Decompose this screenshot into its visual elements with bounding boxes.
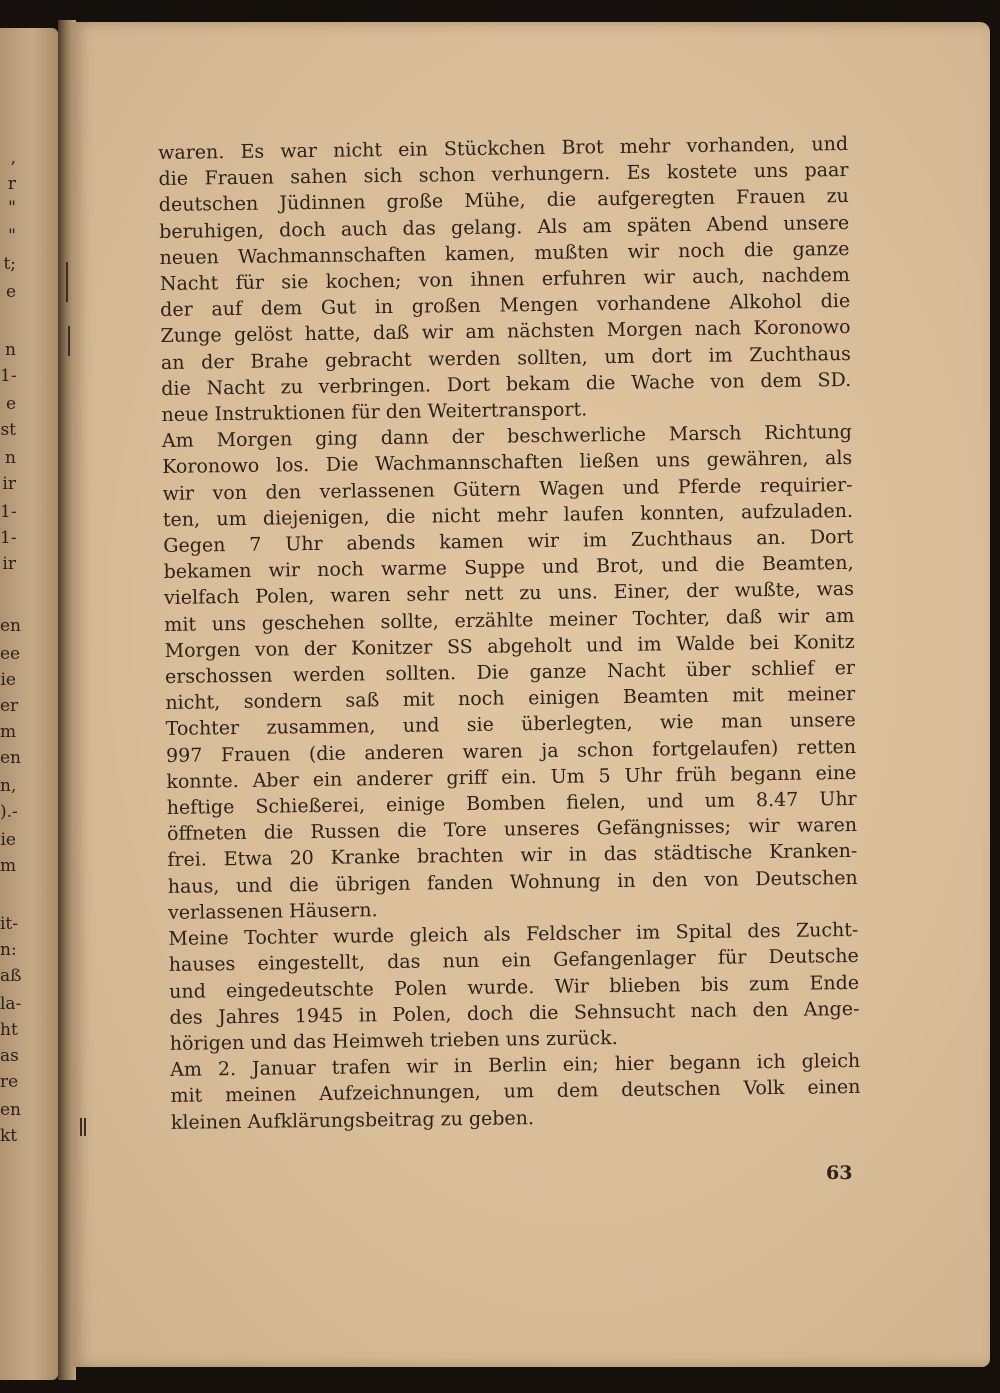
left-page-fragment: t;: [3, 254, 16, 274]
text-line: Am Morgen ging dann der beschwerliche Marsch Richtung: [161, 421, 853, 453]
text-line: 997 Frauen (die anderen waren ja schon fortgelaufen) retten: [165, 735, 857, 767]
text-line: Am 2. Januar trafen wir in Berlin ein; hier begann ich gleich: [170, 1049, 861, 1082]
gutter-mark: [66, 262, 68, 302]
text-line: hörigen und das Heimweh trieben uns zurück.: [169, 1026, 618, 1055]
text-line: Tochter zusammen, und sie überlegten, wie man unsere: [165, 709, 856, 741]
text-line: hauses eingestellt, das nun ein Gefangenlager für Deutsche: [168, 945, 859, 977]
text-line: der auf dem Gut in großen Mengen vorhandene Alkohol die: [160, 290, 851, 322]
text-line: wir von den verlassenen Gütern Wagen und Pferde requirier-: [162, 473, 853, 505]
gutter-mark: [80, 1118, 82, 1136]
left-page-fragment: e: [5, 394, 16, 414]
text-line: Nacht für sie kochen; von ihnen erfuhren wir auch, nachdem: [159, 263, 850, 296]
text-line: heftige Schießerei, einige Bomben fielen, und um 8.47 Uhr: [166, 787, 857, 820]
left-page-fragment: ).-: [0, 802, 18, 822]
left-page-fragment: ": [8, 198, 16, 218]
left-page-fragment: m: [0, 722, 17, 742]
text-line: neuen Wachmannschaften kamen, mußten wir noch die ganze: [159, 237, 850, 269]
left-page-fragment: la-: [0, 994, 22, 1014]
text-line: erschossen werden sollten. Die ganze Nacht über schlief er: [164, 656, 856, 689]
left-page-fragment: ee: [0, 644, 21, 664]
text-line: bekamen wir noch warme Suppe und Brot, und die Beamten,: [163, 552, 854, 584]
left-page-fragment: m: [0, 856, 17, 876]
text-line: vielfach Polen, waren sehr nett zu uns. Einer, der wußte, was: [163, 578, 855, 610]
text-line: Meine Tochter wurde gleich als Feldscher im Spital des Zucht-: [168, 918, 859, 951]
left-page-fragment: n: [5, 340, 16, 360]
left-page-fragment: n,: [0, 776, 17, 796]
text-line: waren. Es war nicht ein Stückchen Brot mehr vorhanden, und: [158, 132, 849, 164]
left-page-fragment: aß: [0, 966, 22, 986]
text-line: mit meinen Aufzeichnungen, um dem deutschen Volk einen: [170, 1076, 861, 1108]
text-line: und eingedeutschte Polen wurde. Wir blieben bis zum Ende: [169, 971, 860, 1003]
text-line: Zunge gelöst hatte, daß wir am nächsten Morgen nach Koronowo: [160, 316, 851, 348]
left-page-fragment: er: [0, 696, 19, 716]
left-page-edge: [0, 28, 58, 1380]
text-line: ten, um diejenigen, die nicht mehr laufen konnten, aufzuladen.: [162, 499, 854, 531]
text-line: des Jahres 1945 in Polen, doch die Sehnsucht nach den Ange-: [169, 997, 860, 1029]
left-page-fragment: ,: [10, 148, 16, 168]
text-line: konnte. Aber ein anderer griff ein. Um 5 Uhr früh begann eine: [166, 761, 857, 793]
text-line: Koronowo los. Die Wachmannschaften ließen uns gewähren, als: [162, 447, 853, 479]
text-line: beruhigen, doch auch das gelang. Als am späten Abend unsere: [159, 211, 850, 243]
left-page-fragment: en: [0, 748, 22, 768]
text-line: Gegen 7 Uhr abends kamen wir im Zuchthaus an. Dort: [163, 525, 854, 558]
left-page-fragment: ie: [0, 830, 16, 850]
text-line: mit uns geschehen sollte, erzählte meiner Tochter, daß wir am: [164, 604, 855, 636]
text-line: deutschen Jüdinnen große Mühe, die aufgeregten Frauen zu: [158, 185, 849, 217]
text-line: neue Instruktionen für den Weitertransport.: [161, 398, 588, 427]
left-page-fragment: it-: [0, 914, 19, 934]
left-page-fragment: ir: [2, 554, 16, 574]
left-page-fragment: ir: [2, 474, 16, 494]
left-page-fragment: ": [8, 226, 16, 246]
gutter-mark: [84, 1118, 86, 1136]
text-line: kleinen Aufklärungsbeitrag zu geben.: [170, 1106, 535, 1134]
text-line: frei. Etwa 20 Kranke brachten wir in das städtische Kranken-: [167, 840, 858, 872]
left-page-fragment: n: [5, 448, 16, 468]
left-page-fragment: e: [5, 282, 16, 302]
left-page-fragment: ht: [0, 1020, 18, 1040]
left-page-fragment: kt: [0, 1126, 18, 1146]
text-line: öffneten die Russen die Tore unseres Gefängnisses; wir waren: [166, 814, 858, 846]
text-line: die Frauen sahen sich schon verhungern. Es kostete uns paar: [158, 159, 849, 191]
left-page-fragment: st: [0, 420, 16, 440]
left-page-fragment: n:: [0, 940, 17, 960]
text-line: die Nacht zu verbringen. Dort bekam die Wache von dem SD.: [161, 368, 852, 400]
left-page-fragment: r: [7, 174, 16, 194]
text-line: verlassenen Häusern.: [167, 899, 378, 924]
left-page-fragment: 1-: [0, 528, 17, 548]
left-page-fragment: re: [0, 1072, 19, 1092]
left-page-fragment: as: [0, 1046, 19, 1066]
left-page-fragment: en: [0, 1100, 22, 1120]
text-line: Morgen von der Konitzer SS abgeholt und im Walde bei Konitz: [164, 630, 855, 662]
book-page: [72, 22, 990, 1367]
gutter-mark: [68, 326, 70, 356]
left-page-fragment: ie: [0, 670, 16, 690]
text-line: nicht, sondern saß mit noch einigen Beamten mit meiner: [165, 683, 856, 715]
page-number: 63: [826, 1162, 853, 1184]
left-page-fragment: en: [0, 616, 22, 636]
left-page-fragment: 1-: [0, 366, 17, 386]
text-line: an der Brahe gebracht werden sollten, um dort im Zuchthaus: [160, 342, 851, 374]
left-page-fragment: 1-: [0, 502, 17, 522]
text-line: haus, und die übrigen fanden Wohnung in den von Deutschen: [167, 866, 858, 898]
page-body-text: [158, 131, 861, 1136]
